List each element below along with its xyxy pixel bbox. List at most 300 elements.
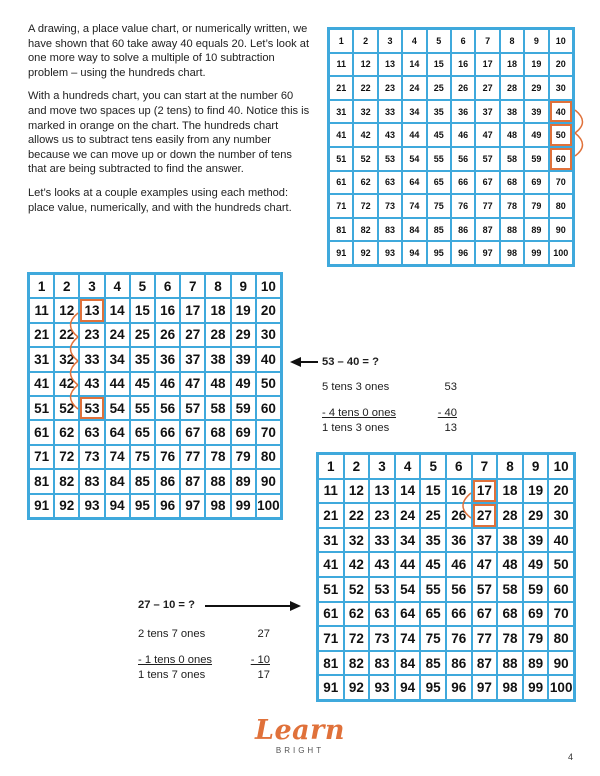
- chart-cell-highlighted: 60: [549, 147, 573, 171]
- chart-cell: 97: [472, 675, 498, 700]
- chart-cell: 46: [446, 552, 472, 577]
- chart-cell: 46: [451, 123, 475, 147]
- chart-cell: 51: [318, 577, 344, 602]
- chart-cell: 87: [475, 218, 499, 242]
- chart-cell: 31: [29, 347, 54, 371]
- chart-cell: 47: [472, 552, 498, 577]
- chart-cell: 51: [329, 147, 353, 171]
- chart-cell: 19: [523, 479, 549, 504]
- chart-cell: 79: [523, 626, 549, 651]
- chart-cell: 22: [344, 503, 370, 528]
- chart-cell: 97: [180, 494, 205, 518]
- chart-cell: 95: [420, 675, 446, 700]
- chart-cell: 61: [329, 171, 353, 195]
- hundreds-chart-53-40: [27, 272, 283, 520]
- chart-cell: 21: [329, 76, 353, 100]
- chart-cell: 54: [402, 147, 426, 171]
- chart-cell: 14: [105, 298, 130, 322]
- chart-cell: 53: [369, 577, 395, 602]
- chart-cell: 5: [420, 454, 446, 479]
- chart-cell: 56: [155, 396, 180, 420]
- chart-cell: 62: [54, 420, 79, 444]
- chart-cell-highlighted: 17: [472, 479, 498, 504]
- chart-cell: 98: [497, 675, 523, 700]
- chart-cell: 13: [378, 53, 402, 77]
- chart-cell: 37: [180, 347, 205, 371]
- chart-cell-highlighted: 13: [79, 298, 104, 322]
- chart-cell: 2: [344, 454, 370, 479]
- chart-cell: 54: [395, 577, 421, 602]
- chart-cell: 70: [256, 420, 281, 444]
- chart-cell: 88: [497, 651, 523, 676]
- chart-cell: 58: [205, 396, 230, 420]
- chart-cell: 33: [378, 100, 402, 124]
- chart-cell: 52: [54, 396, 79, 420]
- chart-cell: 20: [548, 479, 574, 504]
- chart-cell: 21: [29, 323, 54, 347]
- numeric-row: 53: [444, 381, 457, 393]
- chart-cell: 26: [451, 76, 475, 100]
- chart-cell: 16: [155, 298, 180, 322]
- chart-cell: 90: [548, 651, 574, 676]
- chart-cell: 83: [79, 469, 104, 493]
- chart-cell: 6: [155, 274, 180, 298]
- chart-cell: 38: [500, 100, 524, 124]
- chart-cell: 96: [451, 241, 475, 265]
- chart-cell: 32: [344, 528, 370, 553]
- chart-cell: 27: [180, 323, 205, 347]
- chart-cell: 33: [369, 528, 395, 553]
- chart-cell: 72: [344, 626, 370, 651]
- chart-cell: 55: [420, 577, 446, 602]
- chart-cell: 28: [497, 503, 523, 528]
- chart-cell: 54: [105, 396, 130, 420]
- chart-cell: 63: [378, 171, 402, 195]
- chart-cell: 89: [231, 469, 256, 493]
- chart-cell: 5: [427, 29, 451, 53]
- chart-cell: 85: [427, 218, 451, 242]
- chart-cell: 55: [130, 396, 155, 420]
- chart-cell: 36: [451, 100, 475, 124]
- chart-cell: 38: [497, 528, 523, 553]
- chart-cell: 49: [523, 552, 549, 577]
- chart-cell: 57: [475, 147, 499, 171]
- chart-cell: 35: [130, 347, 155, 371]
- logo-wordmark: Learn: [254, 715, 345, 746]
- chart-cell: 12: [54, 298, 79, 322]
- chart-cell: 90: [549, 218, 573, 242]
- chart-cell: 73: [79, 445, 104, 469]
- chart-cell: 4: [402, 29, 426, 53]
- chart-cell: 100: [256, 494, 281, 518]
- chart-cell: 35: [420, 528, 446, 553]
- chart-cell: 71: [29, 445, 54, 469]
- chart-cell: 81: [318, 651, 344, 676]
- chart-cell: 68: [500, 171, 524, 195]
- chart-cell: 41: [29, 372, 54, 396]
- chart-cell: 75: [130, 445, 155, 469]
- chart-cell: 1: [329, 29, 353, 53]
- chart-cell: 98: [205, 494, 230, 518]
- chart-cell: 43: [378, 123, 402, 147]
- chart-cell: 15: [420, 479, 446, 504]
- chart-cell: 87: [472, 651, 498, 676]
- chart-cell: 44: [402, 123, 426, 147]
- chart-cell: 60: [256, 396, 281, 420]
- chart-cell: 48: [500, 123, 524, 147]
- chart-cell: 80: [549, 194, 573, 218]
- chart-cell: 98: [500, 241, 524, 265]
- chart-cell: 89: [524, 218, 548, 242]
- chart-cell: 24: [402, 76, 426, 100]
- hop-arc-icon: [575, 110, 583, 133]
- chart-cell: 96: [446, 675, 472, 700]
- chart-cell: 83: [378, 218, 402, 242]
- chart-cell: 24: [395, 503, 421, 528]
- chart-cell: 77: [475, 194, 499, 218]
- chart-cell: 12: [344, 479, 370, 504]
- chart-cell: 14: [402, 53, 426, 77]
- place-value-result: 1 tens 3 ones: [322, 422, 390, 434]
- chart-cell: 25: [427, 76, 451, 100]
- chart-cell: 65: [130, 420, 155, 444]
- chart-cell: 79: [231, 445, 256, 469]
- chart-cell: 63: [79, 420, 104, 444]
- chart-cell: 77: [180, 445, 205, 469]
- chart-cell: 91: [29, 494, 54, 518]
- chart-cell: 42: [54, 372, 79, 396]
- chart-cell: 8: [205, 274, 230, 298]
- page-number: 4: [568, 752, 574, 762]
- chart-cell: 17: [475, 53, 499, 77]
- chart-cell: 78: [205, 445, 230, 469]
- chart-cell: 18: [205, 298, 230, 322]
- chart-cell: 34: [395, 528, 421, 553]
- chart-cell: 67: [475, 171, 499, 195]
- chart-cell: 1: [29, 274, 54, 298]
- chart-cell: 69: [524, 171, 548, 195]
- chart-cell: 3: [378, 29, 402, 53]
- chart-cell: 61: [29, 420, 54, 444]
- chart-cell: 76: [155, 445, 180, 469]
- chart-cell: 96: [155, 494, 180, 518]
- chart-cell: 31: [329, 100, 353, 124]
- chart-cell: 52: [353, 147, 377, 171]
- chart-cell: 82: [353, 218, 377, 242]
- chart-cell: 23: [369, 503, 395, 528]
- chart-cell: 60: [548, 577, 574, 602]
- chart-cell: 31: [318, 528, 344, 553]
- chart-cell: 89: [523, 651, 549, 676]
- logo-subtitle: BRIGHT: [275, 746, 325, 755]
- chart-cell: 45: [130, 372, 155, 396]
- chart-cell: 69: [523, 602, 549, 627]
- chart-cell: 29: [523, 503, 549, 528]
- chart-cell: 57: [472, 577, 498, 602]
- chart-cell: 26: [155, 323, 180, 347]
- chart-cell: 19: [524, 53, 548, 77]
- chart-cell: 87: [180, 469, 205, 493]
- chart-cell: 72: [353, 194, 377, 218]
- hop-arc-icon: [575, 133, 583, 156]
- intro-paragraph-3: Let’s looks at a couple examples using each method: place value, numerically, and with the hundreds chart.: [28, 186, 292, 214]
- chart-cell: 15: [427, 53, 451, 77]
- chart-cell: 14: [395, 479, 421, 504]
- chart-cell: 10: [549, 29, 573, 53]
- chart-cell: 24: [105, 323, 130, 347]
- chart-cell: 67: [180, 420, 205, 444]
- chart-cell: 32: [353, 100, 377, 124]
- chart-cell: 44: [105, 372, 130, 396]
- numeric-row: - 40: [437, 407, 457, 419]
- numeric-result: 13: [444, 422, 457, 434]
- chart-cell: 5: [130, 274, 155, 298]
- chart-cell: 3: [79, 274, 104, 298]
- chart-cell: 64: [105, 420, 130, 444]
- chart-cell: 10: [548, 454, 574, 479]
- chart-cell: 62: [344, 602, 370, 627]
- chart-cell: 100: [548, 675, 574, 700]
- chart-cell: 17: [180, 298, 205, 322]
- chart-cell: 25: [420, 503, 446, 528]
- chart-cell: 99: [523, 675, 549, 700]
- chart-cell: 53: [378, 147, 402, 171]
- chart-cell: 76: [446, 626, 472, 651]
- chart-cell: 71: [318, 626, 344, 651]
- chart-cell: 78: [500, 194, 524, 218]
- chart-cell: 65: [427, 171, 451, 195]
- chart-cell: 48: [205, 372, 230, 396]
- chart-cell: 66: [155, 420, 180, 444]
- chart-cell: 39: [524, 100, 548, 124]
- chart-cell: 56: [451, 147, 475, 171]
- chart-cell: 39: [523, 528, 549, 553]
- chart-cell: 12: [353, 53, 377, 77]
- place-value-row: 5 tens 3 ones: [322, 381, 390, 393]
- chart-cell: 99: [231, 494, 256, 518]
- chart-cell: 20: [256, 298, 281, 322]
- chart-cell: 99: [524, 241, 548, 265]
- chart-cell: 83: [369, 651, 395, 676]
- chart-cell: 52: [344, 577, 370, 602]
- chart-cell: 85: [130, 469, 155, 493]
- chart-cell: 30: [548, 503, 574, 528]
- chart-cell-highlighted: 40: [549, 100, 573, 124]
- chart-cell: 35: [427, 100, 451, 124]
- chart-cell: 67: [472, 602, 498, 627]
- hundreds-chart-60-40: [327, 27, 575, 267]
- chart-cell: 68: [497, 602, 523, 627]
- chart-cell: 95: [427, 241, 451, 265]
- chart-cell: 63: [369, 602, 395, 627]
- chart-cell: 33: [79, 347, 104, 371]
- chart-cell: 19: [231, 298, 256, 322]
- chart-cell: 32: [54, 347, 79, 371]
- chart-cell: 69: [231, 420, 256, 444]
- chart-cell: 37: [475, 100, 499, 124]
- chart-cell: 93: [369, 675, 395, 700]
- intro-paragraph-1: A drawing, a place value chart, or numerically written, we have shown that 60 take away 40 equals 20. Let’s look at one more way to solve a multiple of 10 subtraction problem – using the hundreds chart.: [28, 23, 310, 79]
- chart-cell: 57: [180, 396, 205, 420]
- chart-cell: 74: [105, 445, 130, 469]
- chart-cell: 88: [500, 218, 524, 242]
- chart-cell: 10: [256, 274, 281, 298]
- chart-cell: 76: [451, 194, 475, 218]
- chart-cell: 56: [446, 577, 472, 602]
- chart-cell: 94: [402, 241, 426, 265]
- chart-cell: 92: [353, 241, 377, 265]
- chart-cell: 73: [369, 626, 395, 651]
- chart-cell: 78: [497, 626, 523, 651]
- chart-cell: 9: [231, 274, 256, 298]
- chart-cell: 3: [369, 454, 395, 479]
- chart-cell: 61: [318, 602, 344, 627]
- chart-cell: 74: [402, 194, 426, 218]
- chart-cell: 82: [54, 469, 79, 493]
- chart-cell: 36: [446, 528, 472, 553]
- chart-cell: 86: [155, 469, 180, 493]
- chart-cell: 58: [500, 147, 524, 171]
- chart-cell: 18: [500, 53, 524, 77]
- chart-cell: 93: [378, 241, 402, 265]
- chart-cell: 42: [353, 123, 377, 147]
- chart-cell: 70: [549, 171, 573, 195]
- chart-cell: 50: [548, 552, 574, 577]
- numeric-row: 27: [257, 628, 270, 640]
- chart-cell: 8: [497, 454, 523, 479]
- chart-cell: 66: [451, 171, 475, 195]
- chart-cell: 39: [231, 347, 256, 371]
- chart-cell: 77: [472, 626, 498, 651]
- chart-cell: 80: [256, 445, 281, 469]
- chart-cell: 44: [395, 552, 421, 577]
- chart-cell: 92: [54, 494, 79, 518]
- chart-cell: 97: [475, 241, 499, 265]
- chart-cell: 22: [353, 76, 377, 100]
- chart-cell: 13: [369, 479, 395, 504]
- chart-cell: 11: [329, 53, 353, 77]
- chart-cell: 9: [524, 29, 548, 53]
- numeric-result: 17: [257, 669, 270, 681]
- chart-cell: 15: [130, 298, 155, 322]
- chart-cell: 50: [256, 372, 281, 396]
- chart-cell: 65: [420, 602, 446, 627]
- chart-cell: 38: [205, 347, 230, 371]
- chart-cell: 25: [130, 323, 155, 347]
- chart-cell: 18: [497, 479, 523, 504]
- chart-cell: 71: [329, 194, 353, 218]
- chart-cell: 75: [420, 626, 446, 651]
- left-arrow-icon: [290, 357, 318, 367]
- chart-cell: 29: [524, 76, 548, 100]
- chart-cell: 72: [54, 445, 79, 469]
- chart-cell: 40: [548, 528, 574, 553]
- chart-cell: 29: [231, 323, 256, 347]
- chart-cell: 23: [378, 76, 402, 100]
- chart-cell: 51: [29, 396, 54, 420]
- chart-cell: 8: [500, 29, 524, 53]
- chart-cell: 85: [420, 651, 446, 676]
- chart-cell: 59: [524, 147, 548, 171]
- chart-cell: 82: [344, 651, 370, 676]
- chart-cell: 86: [446, 651, 472, 676]
- numeric-row: - 10: [250, 654, 270, 666]
- chart-cell: 75: [427, 194, 451, 218]
- chart-cell: 2: [353, 29, 377, 53]
- chart-cell: 28: [205, 323, 230, 347]
- chart-cell-highlighted: 27: [472, 503, 498, 528]
- chart-cell: 40: [256, 347, 281, 371]
- chart-cell: 93: [79, 494, 104, 518]
- chart-cell: 74: [395, 626, 421, 651]
- chart-cell: 4: [105, 274, 130, 298]
- chart-cell: 81: [29, 469, 54, 493]
- chart-cell: 9: [523, 454, 549, 479]
- chart-cell: 23: [79, 323, 104, 347]
- chart-cell: 7: [180, 274, 205, 298]
- learn-bright-logo: [250, 716, 350, 766]
- chart-cell: 49: [231, 372, 256, 396]
- chart-cell: 66: [446, 602, 472, 627]
- chart-cell: 16: [446, 479, 472, 504]
- chart-cell: 6: [451, 29, 475, 53]
- chart-cell: 16: [451, 53, 475, 77]
- chart-cell: 59: [523, 577, 549, 602]
- chart-cell: 46: [155, 372, 180, 396]
- chart-cell: 28: [500, 76, 524, 100]
- example-53-minus-40: [322, 356, 472, 446]
- chart-cell: 6: [446, 454, 472, 479]
- chart-cell: 92: [344, 675, 370, 700]
- chart-cell: 45: [420, 552, 446, 577]
- place-value-result: 1 tens 7 ones: [138, 669, 206, 681]
- chart-cell: 80: [548, 626, 574, 651]
- chart-cell: 37: [472, 528, 498, 553]
- chart-cell: 64: [395, 602, 421, 627]
- chart-cell: 7: [475, 29, 499, 53]
- chart-cell: 7: [472, 454, 498, 479]
- chart-cell: 30: [549, 76, 573, 100]
- chart-cell: 41: [329, 123, 353, 147]
- chart-cell: 86: [451, 218, 475, 242]
- chart-cell: 34: [402, 100, 426, 124]
- chart-cell: 59: [231, 396, 256, 420]
- chart-cell: 36: [155, 347, 180, 371]
- equation: 53 – 40 = ?: [322, 356, 379, 368]
- chart-cell: 43: [369, 552, 395, 577]
- chart-cell: 90: [256, 469, 281, 493]
- chart-cell: 47: [180, 372, 205, 396]
- place-value-row: - 4 tens 0 ones: [322, 407, 397, 419]
- intro-text: [28, 22, 310, 224]
- chart-cell: 91: [318, 675, 344, 700]
- chart-cell: 84: [402, 218, 426, 242]
- chart-cell: 21: [318, 503, 344, 528]
- chart-cell: 48: [497, 552, 523, 577]
- chart-cell: 11: [29, 298, 54, 322]
- chart-cell: 30: [256, 323, 281, 347]
- chart-cell: 4: [395, 454, 421, 479]
- chart-cell: 94: [395, 675, 421, 700]
- chart-cell: 88: [205, 469, 230, 493]
- chart-cell: 84: [105, 469, 130, 493]
- place-value-row: - 1 tens 0 ones: [138, 654, 213, 666]
- chart-cell: 43: [79, 372, 104, 396]
- chart-cell: 41: [318, 552, 344, 577]
- chart-cell: 79: [524, 194, 548, 218]
- chart-cell: 47: [475, 123, 499, 147]
- chart-cell: 58: [497, 577, 523, 602]
